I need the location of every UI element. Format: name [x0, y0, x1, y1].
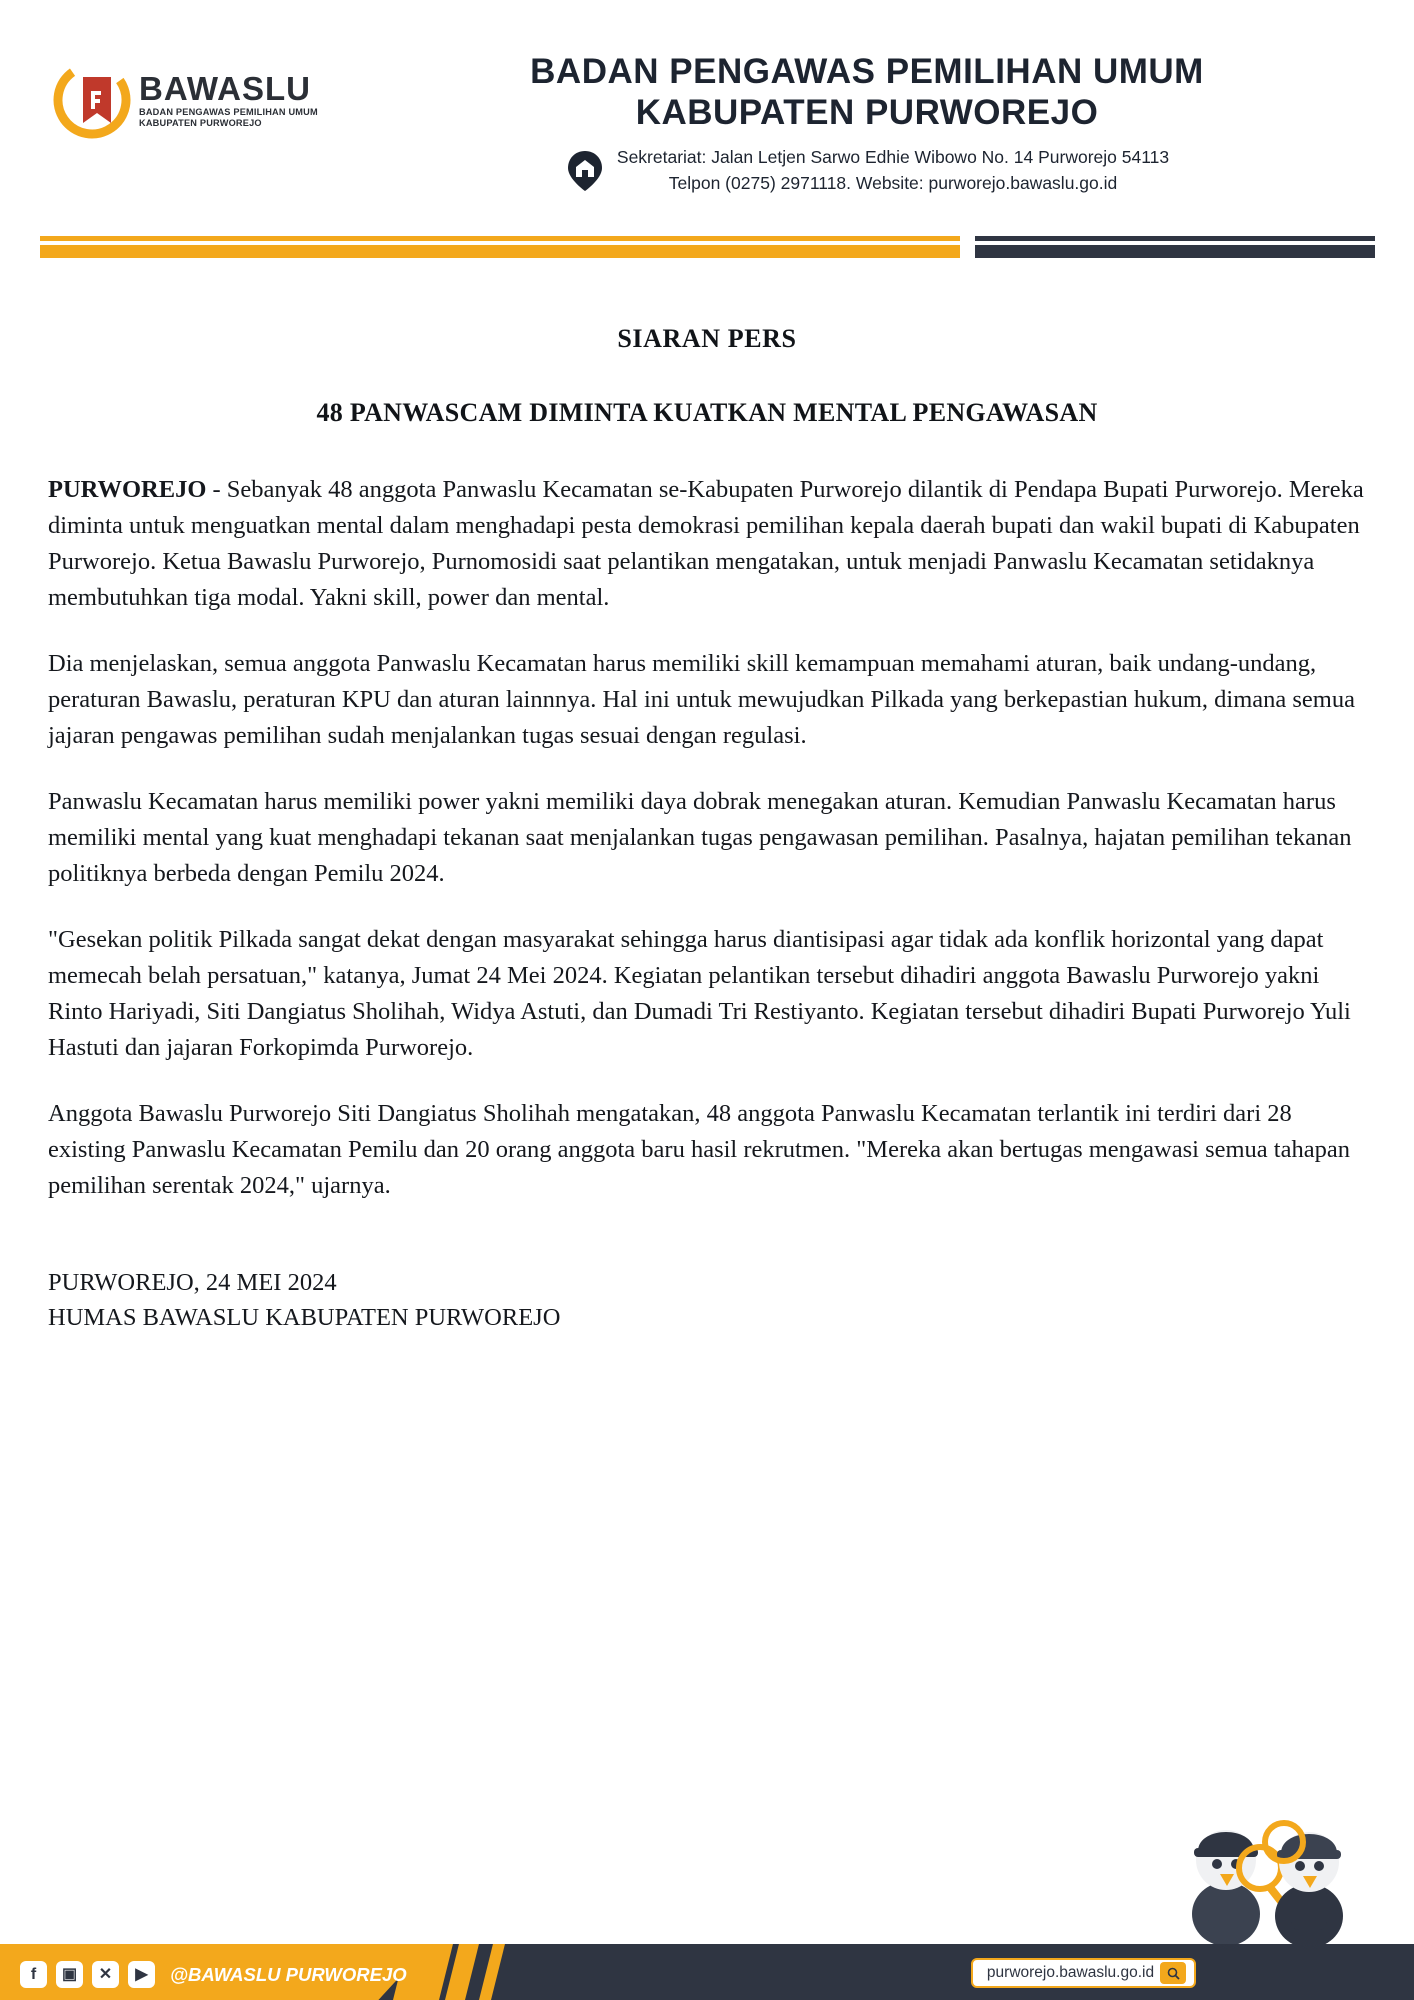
- paragraph-3: Panwaslu Kecamatan harus memiliki power yakni memiliki daya dobrak menegakan aturan. Kemudian Panwaslu Kecamatan harus memiliki mental yang kuat menghadapi tekanan saat menjalankan tugas pengawasan pemilihan. Pasalnya, hajatan pemilihan tekanan politiknya berbeda dengan Pemilu 2024.: [48, 788, 1352, 887]
- bawaslu-logo-badge: [45, 54, 345, 146]
- website-url-pill[interactable]: [971, 1958, 1196, 1988]
- address-line-1: Sekretariat: Jalan Letjen Sarwo Edhie Wibowo No. 14 Purworejo 54113: [616, 147, 1170, 168]
- header-divider: [0, 236, 1414, 258]
- logo-subtitle-1: BADAN PENGAWAS PEMILIHAN UMUM: [139, 107, 318, 118]
- search-icon[interactable]: [1160, 1962, 1186, 1984]
- document-footer: [0, 1922, 1414, 2000]
- facebook-icon[interactable]: f: [20, 1961, 47, 1988]
- bawaslu-logo-icon: [53, 61, 131, 139]
- signature-line-1: PURWOREJO, 24 MEI 2024: [48, 1269, 337, 1296]
- paragraph-5: Anggota Bawaslu Purworejo Siti Dangiatus Sholihah mengatakan, 48 anggota Panwaslu Kecamatan terlantik ini terdiri dari 28 existing Panwaslu Kecamatan Pemilu dan 20 orang anggota baru hasil rekrutmen. "Mereka akan bertugas mengawasi semua tahapan pemilihan serentak 2024," ujarnya.: [48, 1100, 1350, 1199]
- logo-wordmark: [139, 72, 318, 127]
- signature-line-2: HUMAS BAWASLU KABUPATEN PURWOREJO: [48, 1303, 561, 1331]
- page-title: 48 PANWASCAM DIMINTA KUATKAN MENTAL PENGAWASAN: [316, 398, 1098, 427]
- paragraph-1: [48, 472, 1366, 616]
- divider-dark-thin: [975, 236, 1375, 241]
- document-kicker: SIARAN PERS: [617, 324, 797, 353]
- logo-block: [40, 44, 350, 146]
- article-paragraphs: [48, 472, 1366, 1204]
- logo-subtitle-2: KABUPATEN PURWOREJO: [139, 117, 262, 128]
- contact-row: [360, 145, 1374, 196]
- map-pin-icon: [565, 149, 605, 193]
- signature-block: [48, 1266, 1366, 1336]
- divider-yellow-thin: [40, 236, 960, 241]
- divider-dark-thick: [975, 245, 1375, 258]
- x-twitter-icon[interactable]: ✕: [92, 1961, 119, 1988]
- contact-lines: [617, 145, 1169, 196]
- paragraph-2: Dia menjelaskan, semua anggota Panwaslu Kecamatan harus memiliki skill kemampuan memahami aturan, baik undang-undang, peraturan Bawaslu, peraturan KPU dan aturan lainnnya. Hal ini untuk mewujudkan Pilkada yang berkepastian hukum, dimana semua jajaran pengawas pemilihan sudah menjalankan tugas sesuai dengan regulasi.: [48, 650, 1355, 749]
- instagram-icon[interactable]: ▣: [56, 1961, 83, 1988]
- document-header: [0, 0, 1414, 240]
- divider-yellow-thick: [40, 245, 960, 258]
- org-title-line-1: BADAN PENGAWAS PEMILIHAN UMUM: [530, 52, 1204, 91]
- logo-brand: BAWASLU: [139, 70, 311, 108]
- org-title-line-2: KABUPATEN PURWOREJO: [635, 92, 1099, 132]
- website-url-text: purworejo.bawaslu.go.id: [986, 1964, 1155, 1981]
- social-handle: @BAWASLU PURWOREJO: [170, 1963, 407, 1985]
- youtube-icon[interactable]: ▶: [128, 1961, 155, 1988]
- header-text-block: [350, 44, 1374, 196]
- paragraph-1-text: - Sebanyak 48 anggota Panwaslu Kecamatan se-Kabupaten Purworejo dilantik di Pendapa Bupati Purworejo. Mereka diminta untuk menguatkan mental dalam menghadapi pesta demokrasi pemilihan kepala daerah bupati dan wakil bupati di Kabupaten Purworejo. Ketua Bawaslu Purworejo, Purnomosidi saat pelantikan mengatakan, untuk menjadi Panwaslu Kecamatan setidaknya membutuhkan tiga modal. Yakni skill, power dan mental.: [48, 476, 1364, 611]
- address-line-2: Telpon (0275) 2971118. Website: purworejo.bawaslu.go.id: [668, 172, 1118, 193]
- paragraph-4: "Gesekan politik Pilkada sangat dekat dengan masyarakat sehingga harus diantisipasi agar tidak ada konflik horizontal yang dapat memecah belah persatuan," katanya, Jumat 24 Mei 2024. Kegiatan pelantikan tersebut dihadiri anggota Bawaslu Purworejo yakni Rinto Hariyadi, Siti Dangiatus Sholihah, Widya Astuti, dan Dumadi Tri Restiyanto. Kegiatan tersebut dihadiri Bupati Purworejo Yuli Hastuti dan jajaran Forkopimda Purworejo.: [48, 926, 1351, 1061]
- document-body: [0, 268, 1414, 1336]
- paragraph-1-lead: PURWOREJO: [48, 476, 207, 503]
- social-links: [20, 1961, 407, 1988]
